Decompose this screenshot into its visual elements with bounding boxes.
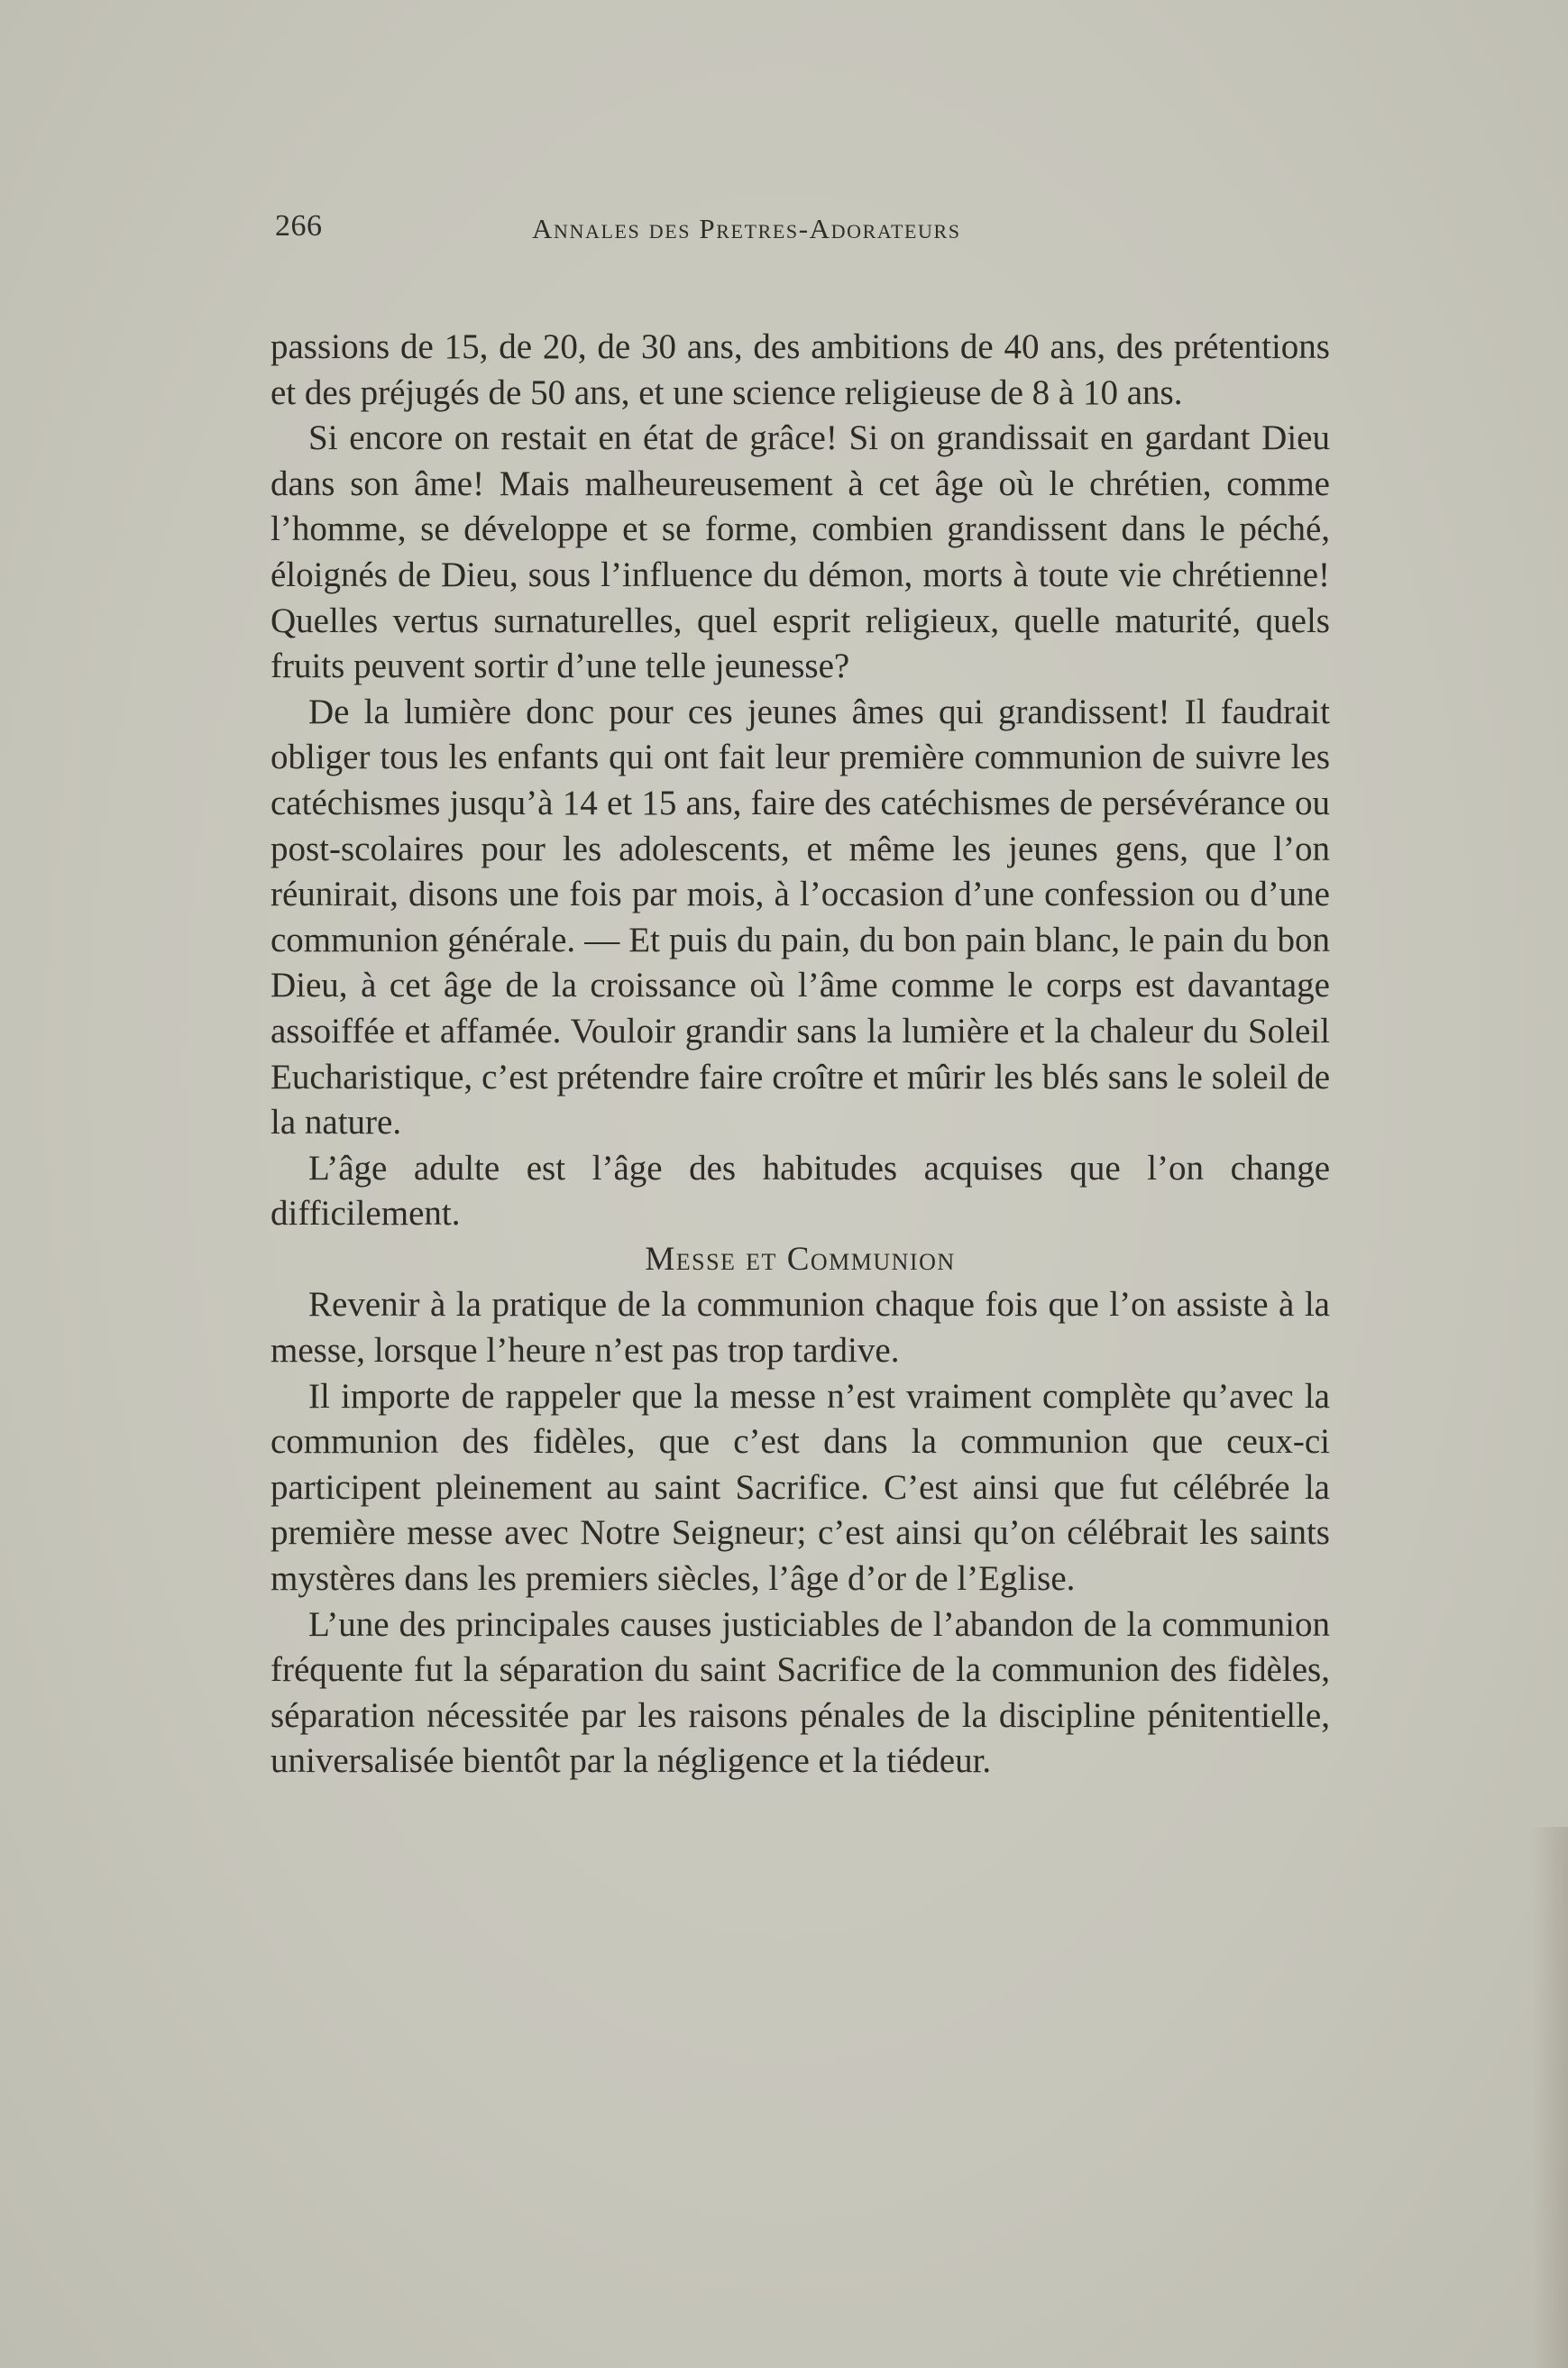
page-number: 266 [275, 209, 323, 243]
paragraph: Il importe de rappeler que la messe n’est vraiment complète qu’avec la communion des fidèles, que c’est dans la communion que ceux-ci participent pleinement au saint Sacrifice. C’est ainsi que fut célébrée la première messe avec Notre Seigneur; c’est ainsi qu’on célébrait les saints mystères dans les premiers siècles, l’âge d’or de l’Eglise. [271, 1376, 1330, 1599]
section-heading: Messe et Communion [645, 1240, 956, 1278]
paragraph: Revenir à la pratique de la communion chaque fois que l’on assiste à la messe, lorsque l’heure n’est pas trop tardive. [271, 1285, 1330, 1371]
paragraph: L’une des principales causes justiciables de l’abandon de la communion fréquente fut la séparation du saint Sacrifice de la communion des fidèles, séparation nécessitée par les raisons pénales de la discipline pénitentielle, universalisée bientôt par la négligence et la tiédeur. [271, 1604, 1330, 1781]
paragraph: passions de 15, de 20, de 30 ans, des ambitions de 40 ans, des prétentions et des préjugés de 50 ans, et une science religieuse de 8 à 10 ans. [271, 327, 1330, 412]
page-header [275, 209, 1068, 254]
paragraph: Si encore on restait en état de grâce! Si on grandissait en gardant Dieu dans son âme! Mais malheureusement à cet âge où le chrétien, comme l’homme, se développe et se forme, combien grandissent dans le péché, éloignés de Dieu, sous l’influence du démon, morts à toute vie chrétienne! Quelles vertus surnaturelles, quel esprit religieux, quelle maturité, quels fruits peuvent sortir d’une telle jeunesse? [271, 418, 1330, 686]
paragraph: De la lumière donc pour ces jeunes âmes qui grandissent! Il faudrait obliger tous les enfants qui ont fait leur première communion de suivre les catéchismes jusqu’à 14 et 15 ans, faire des catéchismes de persévérance ou post-scolaires pour les adolescents, et même les jeunes gens, que l’on réunirait, disons une fois par mois, à l’occasion d’une confession ou d’une communion générale. — Et puis du pain, du bon pain blanc, le pain du bon Dieu, à cet âge de la croissance où l’âme comme le corps est davantage assoiffée et affamée. Vouloir grandir sans la lumière et la chaleur du Soleil Eucharistique, c’est prétendre faire croître et mûrir les blés sans le soleil de la nature. [271, 692, 1330, 1143]
paragraph: L’âge adulte est l’âge des habitudes acquises que l’on change difficilement. [271, 1148, 1330, 1234]
body-text [271, 325, 1330, 1785]
running-title: Annales des Pretres-Adorateurs [532, 213, 961, 244]
